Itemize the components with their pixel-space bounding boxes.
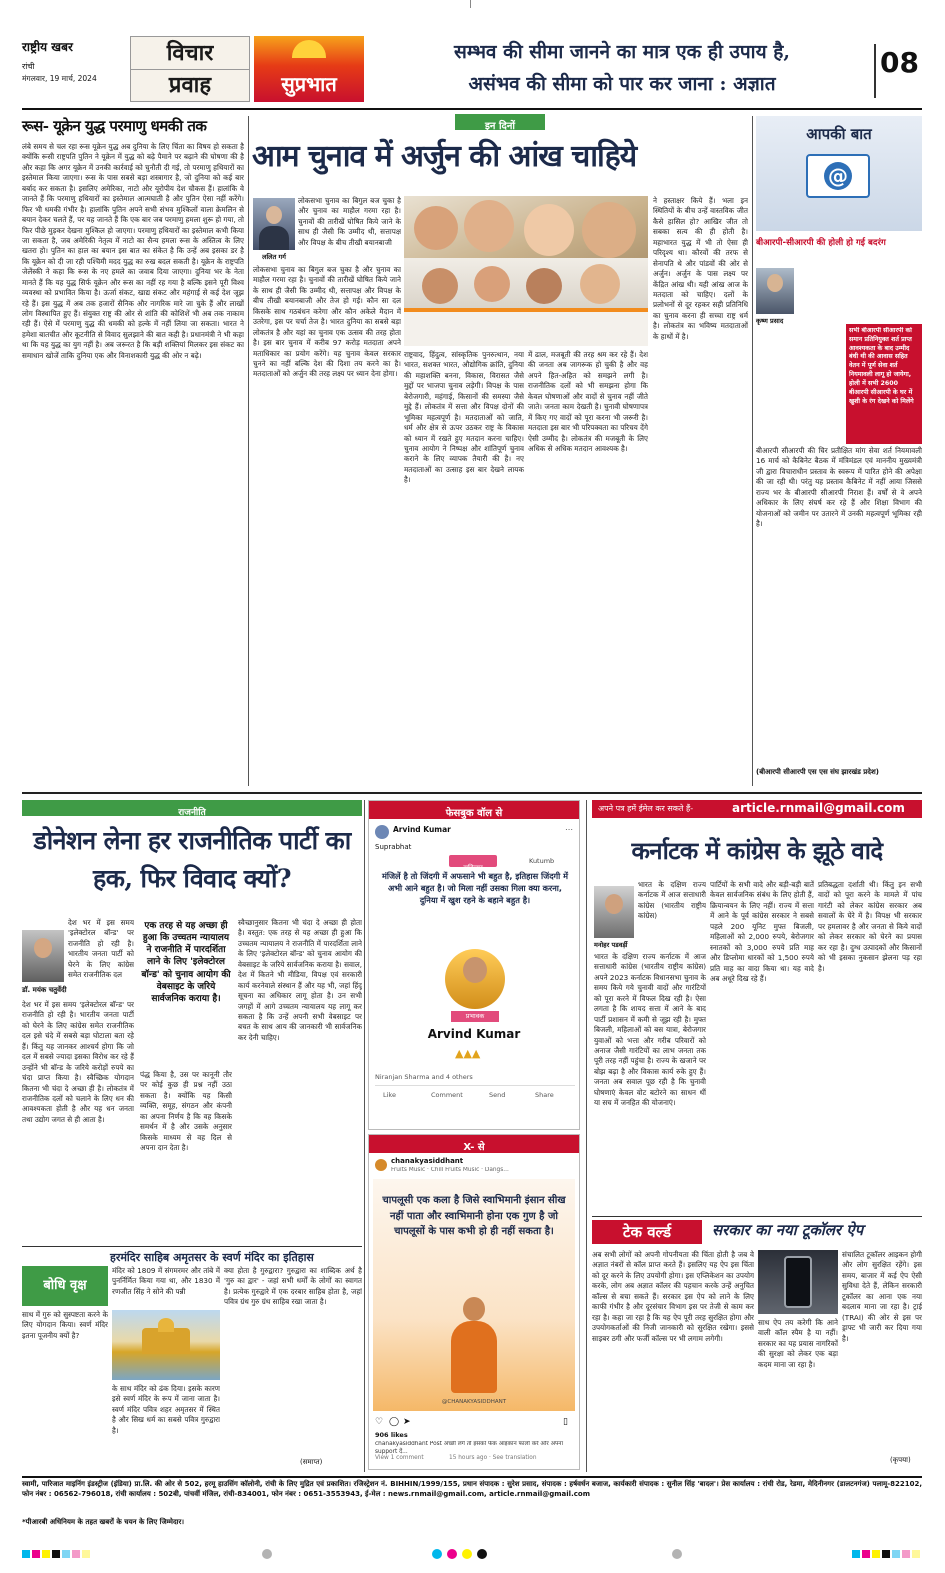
harmandir-rule <box>22 1246 362 1247</box>
karnataka-headline: कर्नाटक में कांग्रेस के झूठे वादे <box>631 836 883 865</box>
x-box <box>368 1134 580 1470</box>
tech-label: टेक वर्ल्ड <box>592 1220 702 1244</box>
tech-byline: (कृपया) <box>890 1456 911 1464</box>
harmandir-source: (समाप्त) <box>300 1458 323 1466</box>
phone-call-photo <box>758 1250 838 1314</box>
masthead <box>22 36 922 104</box>
fb-send-button[interactable]: Send <box>489 1091 506 1099</box>
masthead-rule <box>22 108 922 110</box>
col-divider-2 <box>752 116 753 786</box>
main-col-1-top: लोकसभा चुनाव का बिगुल बज चुका है और चुनाव का माहौल गरमा रहा है। चुनावों की तारीखें घोषित किये जाने के साथ ही जैसी कि उम्मीद थी, सत्तापक्ष और विपक्ष के बीच तीखी बयानबाजी <box>298 196 401 247</box>
donation-body-top: देश भर में इस समय 'इलेक्टोरल बॉन्ड' पर राजनीति हो रही है। भारतीय जनता पार्टी को घेरने के लिए कांग्रेस समेत राजनीतिक दल <box>68 918 134 980</box>
author-name: ललित गर्ग <box>262 253 286 261</box>
karnataka-body: भारत के दक्षिण राज्य कर्नाटक में आज सत्ताधारी कांग्रेस (भारतीय राष्ट्रीय कांग्रेस) अपने 2023 कर्नाटक विधानसभा चुनाव के समय किये गये चुनावी वादों और गारंटियों को पूरा करने में विफल दिख रही है। ऐसा लगता है कि शायद सत्ता में आने के बाद पार्टी प्रशासन में कमी से जूझ रही है। मुफ्त बिजली, महिलाओं को बस यात्रा, बेरोजगार युवाओं को भत्ता और गरीब परिवारों को अनाज जैसी गारंटियों का लाभ जनता तक पूरी तरह नहीं पहुंचा है। राज्य के खजाने पर बोझ बढ़ा है और विकास कार्य रुके हुए हैं। जनता अब सवाल पूछ रही है कि चुनावी घोषणाएं केवल वोट बटोरने का साधन थीं या सच में जनहित की योजनाएं। <box>594 952 706 1108</box>
karnataka-col-2: पार्टियों के सभी वादे और बड़ी-बड़ी बातें केवल सार्वजनिक संबंध के लिए होती हैं, क्रियान्वयन के लिए नहीं। राज्य में सत्ता में आने के पूर्व कांग्रेस सरकार ने सबसे पहले 200 यूनिट मुफ्त बिजली, महिलाओं को 2,000 रुपये, बेरोजगार स्नातकों को 3,000 रुपये प्रति माह और डिप्लोमा धारकों को 1,500 रुपये प्रति माह का वादा किया था। यह वादे अब अधूरे दिख रहे हैं। <box>710 880 814 983</box>
imprint-text: स्वामी, पारिजात माइनिंग इंडस्ट्रीज (इंडिया) प्रा.लि. की ओर से 502, हरमू हाउसिंग कॉलोनी, रांची के लिए मुद्रित एवं प्रकाशित। रजिस्ट्रेशन नं. BIHHIN/1999/155, प्रधान संपादक : सुरेश प्रसाद, संपादक : हर्षवर्धन बजाज, कार्यकारी संपादक : सुनील सिंह 'बादल'। प्रेस कार्यालय : रांची रोड, रेडमा, मेदिनीनगर (डालटनगंज) पलामू-822102, फोन नंबर : 06562-796018, रांची कार्यालय : 502बी, पांचवीं मंजिल, रांची-834001, फोन नंबर : 0651-3553943, ई-मेल : news.rnmail@gmail.com, article.rnmail@gmail.com <box>22 1480 922 1498</box>
quote-line-1: सम्भव की सीमा जानने का मात्र एक ही उपाय है, <box>454 41 790 63</box>
x-share-icon[interactable]: ➤ <box>403 1417 411 1427</box>
bodhi-vriksh-label: बोधि वृक्ष <box>22 1266 108 1306</box>
donation-author: डॉ. मयंक चतुर्वेदी <box>22 986 67 994</box>
reader-heading-box <box>756 116 922 231</box>
harmandir-intro: साथ में गुरु को सुस्पष्टता करने के लिए योगदान किया। स्वर्ण मंदिर इतना पूजनीय क्यों है? <box>22 1310 108 1340</box>
left-article-body: लंबे समय से चल रहा रूस यूक्रेन युद्ध अब दुनिया के लिए चिंता का विषय हो सकता है क्योंकि रूसी राष्ट्रपति पुतिन ने यूक्रेन में युद्ध को बढ़े पैमाने पर बढ़ाने की घोषणा की है और कहा कि अगर यूक्रेन में उनकी कार्रवाई को चुनौती दी गई, तो परमाणु हथियारों का इस्तेमाल किया जाएगा। रूस के पास सबसे बड़ा शस्त्रागार है, जो दुनिया को कई बार बर्बाद कर सकता है। इसलिए अमेरिका, नाटो और यूरोपीय देश चौकस हैं। हालांकि वे जानते हैं कि परमाणु हथियारों का इस्तेमाल आत्मघाती है और पुतिन ऐसा नहीं करेंगे। फिर भी धमकी गंभीर है। हालांकि पुतिन अपने सभी संभव मुश्किलों वाला क्रेमलिन से बयान देकर चलते हैं, पर यह जानते हैं कि एक बार जब परमाणु हमला शुरू हो गया, तो फिर पीछे मुड़कर देखना मुश्किल हो जाएगा। परमाणु हथियारों का इस्तेमाल कभी किया जा सकता है, जब अमेरिकी नेतृत्व में नाटो का सैन्य हमला रूस के अस्तित्व के लिए खतरा हो। पुतिन का हाल का बयान इस बात का संकेत है कि उन्हें अब इसका डर है कि यूक्रेन को दी जा रही पश्चिमी मदद युद्ध का रुख बदल सकती है। यूक्रेन के राष्ट्रपति जेलेंस्की ने कहा कि रूस के नए हमले का जवाब दिया जाएगा। दुनिया भर के नेता मानते हैं कि यह युद्ध सिर्फ यूक्रेन और रूस का नहीं रह गया है बल्कि इसने पूरी विश्व व्यवस्था को प्रभावित किया है। ऊर्जा संकट, खाद्य संकट और महंगाई से कई देश जूझ रहे हैं। इस युद्ध में अब तक हजारों सैनिक और नागरिक मारे जा चुके हैं और लाखों लोग विस्थापित हुए हैं। संयुक्त राष्ट्र की ओर से शांति की कोशिशें भी अब तक नाकाम रही हैं। ऐसे में परमाणु युद्ध की धमकी को हल्के में नहीं लिया जा सकता। भारत ने हमेशा बातचीत और कूटनीति से विवाद सुलझाने की बात कही है। प्रधानमंत्री ने भी कहा था कि यह युद्ध का युग नहीं है। अब जरूरत है कि बड़ी शक्तियां मिलकर इस संकट का समाधान खोजें ताकि दुनिया एक और विनाशकारी युद्ध की ओर न बढ़े। <box>22 142 244 360</box>
main-col-1: लोकसभा चुनाव का बिगुल बज चुका है और चुनाव का माहौल गरमा रहा है। चुनावों की तारीखें घोषित किये जाने के साथ ही जैसी कि उम्मीद थी, सत्तापक्ष और विपक्ष के बीच तीखी बयानबाजी और तेज हो गई। कौन सा दल किसके साथ गठबंधन करेगा और कौन अकेले मैदान में उतरेगा, इस पर चर्चा तेज है। भारत दुनिया का सबसे बड़ा लोकतंत्र है और यहां का चुनाव एक उत्सव की तरह होता है। इस बार चुनाव में करीब 97 करोड़ मतदाता अपने मताधिकार का प्रयोग करेंगे। यह चुनाव केवल सरकार चुनने का नहीं बल्कि देश की दिशा तय करने का है। मतदाताओं को अर्जुन की तरह लक्ष्य पर ध्यान देना होगा। <box>253 265 401 379</box>
x-watermark: @CHANAKYASIDDHANT <box>441 1399 507 1405</box>
mid-rule <box>22 792 922 794</box>
section-vichar: विचार <box>130 36 250 70</box>
x-heading-bar: X- से <box>369 1135 579 1153</box>
karnataka-author: मनोहर पडवर्ड़ी <box>594 941 628 949</box>
politicians-collage-photo <box>404 196 648 346</box>
x-bookmark-icon[interactable]: ▯ <box>563 1417 568 1427</box>
x-handle[interactable]: chanakyasiddhant <box>391 1157 464 1165</box>
quote-line-2: असंभव की सीमा को पार कर जाना : अज्ञात <box>468 73 776 95</box>
fb-hands-icon: ▲▲▲ <box>455 1047 481 1060</box>
donation-kicker-bar: राजनीति <box>22 800 362 816</box>
reader-pullquote: सभी बीआरपी सीआरपी को समान प्रतिनियुक्त शर्त प्राप्त आवश्यकता के बाद उम्मीद बंधी थी की आवास सहित वेतन में पूर्ण सेवा शर्त नियमावली लागू हो जायेगा, होली में सभी 2600 बीआरपी सीआरपी के घर में खुशी के रंग देखने को मिलेंगे <box>846 324 922 444</box>
golden-temple-photo <box>112 1310 220 1380</box>
fb-quote: मंजिलें है तो जिंदगी में अफसाने भी बहुत है, इतिहास जिंदगी में अभी आने बहुत है। जो मिला नहीं उसका गिला क्या करना, दुनिया में खुश रहने के बहाने बहुत है। <box>381 871 569 905</box>
section-pravah: प्रवाह <box>130 70 250 102</box>
email-strip-text: अपने पत्र हमें ईमेल कर सकते हैं- <box>598 804 694 813</box>
left-article-headline: रूस- यूक्रेन युद्ध परमाणु धमकी तक <box>22 117 207 135</box>
donation-pullquote: एक तरह से यह अच्छा ही हुआ कि उच्चतम न्यायालय ने राजनीति में पारदर्शिता लाने के लिए 'इलेक्टोरल बॉन्ड' को चुनाव आयोग की वेबसाइट के जरिये सार्वजनिक कराया है। <box>141 921 231 1004</box>
fb-poster-photo <box>445 949 505 1009</box>
email-strip <box>592 800 922 818</box>
main-col-4: ने हस्ताक्षर किये हैं। भला इन स्थितियों के बीच उन्हें वास्तविक जीत कैसे हासिल हो? आखिर जीत तो सबका सत्य की ही होती है। महाभारत युद्ध में भी तो ऐसा ही परिदृश्य था। कौरवों की तरफ से सेनापति थे और पांडवों की ओर से अर्जुन। अर्जुन के पास लक्ष्य पर केंद्रित आंख थी। यही आंख आज के मतदाता को चाहिए। दलों के प्रलोभनों से दूर रहकर सही प्रतिनिधि का चुनाव करना ही सच्चा राष्ट्र धर्म है। लोकतंत्र का भविष्य मतदाताओं के हाथों में है। <box>653 196 748 341</box>
donation-body: देश भर में इस समय 'इलेक्टोरल बॉन्ड' पर राजनीति हो रही है। भारतीय जनता पार्टी को घेरने के लिए कांग्रेस समेत राजनीतिक दल इसे चंदे में सबसे बड़ा घोटाला बता रहे हैं। किंतु यह जानकर आश्चर्य होगा कि जो दल में सबसे ज्यादा इसका विरोध कर रहे हैं उन्होंने भी बॉन्ड के जरिये करोड़ों रुपये का चंदा प्राप्त किया है। स्वैच्छिक योगदान कितना भी चंदा दे अच्छा ही है। लोकतंत्र में राजनीतिक दलों को चलाने के लिए धन की आवश्यकता होती है और यह धन जनता तथा उद्योग जगत से ही आता है। <box>22 1000 134 1124</box>
email-envelope-icon: @ <box>806 154 870 198</box>
reader-signature: (बीआरपी सीआरपी एस एस संघ झारखंड प्रदेश) <box>756 768 879 776</box>
harmandir-qa: क्या होता है गुरुद्वारा? गुरुद्वारा का शाब्दिक अर्थ है 'गुरु का द्वार' - जहां सभी धर्मों के लोगों का स्वागत है। प्रत्येक गुरुद्वारे में एक दरबार साहिब होता है, जहां पवित्र ग्रंथ गुरु ग्रंथ साहिब रखा जाता है। <box>224 1266 362 1307</box>
fb-poster-tag: प्रभावक <box>451 1011 499 1022</box>
reader-body: बीआरपी सीआरपी की चिर प्रतीक्षित मांग सेवा शर्त नियमावली 16 मार्च को कैबिनेट बैठक में मंत्रिमंडल एवं माननीय मुख्यमंत्री जी द्वारा विचाराधीन प्रस्ताव के स्वरूप में पारित होने की अपेक्षा की जा रही थी। परंतु यह प्रस्ताव कैबिनेट में नहीं आया जिससे राज्य भर के बीआरपी सीआरपी निराश हैं। वर्षों से वे अपने अधिकार के लिए संघर्ष कर रहे हैं और शिक्षा विभाग की योजनाओं को जमीन पर उतारने में उनकी महत्वपूर्ण भूमिका रही है। <box>756 446 922 529</box>
color-registration-bar <box>0 1544 945 1566</box>
col-divider-1 <box>248 116 249 786</box>
imprint-rule <box>22 1476 922 1478</box>
main-col-2: राष्ट्रवाद, हिंदुत्व, सांस्कृतिक पुनरुत्थान, नया भारत, सशक्त भारत, औद्योगिक क्रांति, दुनिया की महाशक्ति बनना, विकास, विरासत जैसे मुद्दों पर भाजपा चुनाव लड़ेगी। विपक्ष के पास बेरोजगारी, महंगाई, किसानों की समस्या जैसे मुद्दे हैं। लोकतंत्र में सत्ता और विपक्ष दोनों की भूमिका महत्वपूर्ण है। मतदाताओं को जाति, धर्म और क्षेत्र से ऊपर उठकर राष्ट्र के विकास को ध्यान में रखते हुए मतदान करना चाहिए। चुनाव आयोग ने निष्पक्ष और शांतिपूर्ण चुनाव कराने के लिए व्यापक तैयारी की है। नए मतदाताओं का उत्साह इस बार देखने लायक है। <box>404 350 524 485</box>
donation-headline: डोनेशन लेना हर राजनीतिक पार्टी का हक, फिर विवाद क्यों? <box>33 826 351 893</box>
fb-badge: सुविचार <box>449 855 497 867</box>
col-divider-3 <box>364 800 365 1472</box>
harmandir-col-1: मंदिर को 1809 में संगमरमर और तांबे में पुनर्निर्मित किया गया था, और 1830 में रणजीत सिंह ने सोने की पन्नी <box>112 1266 220 1296</box>
imprint-note: *पीआरबी अधिनियम के तहत खबरों के चयन के लिए जिम्मेदार। <box>22 1518 184 1526</box>
tech-col-2: साथ ऐप तय करेगी कि आने वाली कॉल स्पैम है या नहीं। सरकार का यह प्रयास नागरिकों की सुरक्षा को लेकर एक बड़ा कदम माना जा रहा है। <box>758 1318 838 1369</box>
reader-headline: बीआरपी-सीआरपी की होली हो गई बदरंग <box>756 238 886 248</box>
fb-comment-button[interactable]: Comment <box>431 1091 463 1099</box>
x-likes: 906 likes <box>375 1431 408 1439</box>
x-image <box>373 1179 575 1411</box>
main-headline: आम चुनाव में अर्जुन की आंख चाहिये <box>252 139 637 174</box>
suprabhat-banner: सुप्रभात <box>254 36 364 102</box>
harmandir-col-1b: के साथ मंदिर को ढंक दिया। इसके कारण इसे स्वर्ण मंदिर के रूप में जाना जाता है। स्वर्ण मंदिर पवित्र शहर अमृतसर में स्थित है और सिख धर्म का सबसे पवित्र गुरुद्वारा है। <box>112 1384 220 1435</box>
tech-col-3: संचालित टूकॉलर आइकन होगी और लोग सुरक्षित रहेंगे। इस समय, बाजार में कई ऐप ऐसी सुविधा देते हैं, लेकिन सरकारी टूकॉलर का आना एक नया बदलाव माना जा रहा है। ट्राई (TRAI) की ओर से इस पर ड्राफ्ट भी जारी कर दिया गया है। <box>842 1250 922 1343</box>
karnataka-col-3: प्रतिबद्धता दर्शाती थी। किंतु इन सभी वादों को पूरा करने के मामले में पांच गारंटी को लेकर कांग्रेस सरकार अब सवालों के घेरे में है। विपक्ष भी सरकार पर हमलावर है और जनता से किये वादों को लेकर सरकार को घेरने का प्रयास कर रहा है। दुग्ध उत्पादकों और किसानों को भी इसका नुकसान झेलना पड़ रहा है। <box>818 880 922 973</box>
x-avatar <box>375 1159 387 1171</box>
fb-share-button[interactable]: Share <box>535 1091 554 1099</box>
reader-author-photo <box>756 268 794 314</box>
fb-brand: Kutumb <box>529 857 555 865</box>
left-article <box>22 116 244 786</box>
fb-reactions: Niranjan Sharma and 4 others <box>375 1073 473 1081</box>
x-comment-icon[interactable]: ◯ <box>389 1417 400 1427</box>
fb-sub-name: Suprabhat <box>375 843 412 851</box>
fb-poster-name: Arvind Kumar <box>427 1027 521 1041</box>
quote-box <box>372 36 872 102</box>
chanakya-figure <box>443 1297 505 1397</box>
main-col-3: में ढाल, मजबूती की तरह श्रम कर रहे हैं। देश की जनता अब जागरूक हो चुकी है और वह अपने हित-अहित को समझने लगी है। राजनीतिक दलों को भी समझना होगा कि केवल घोषणाओं और वादों से चुनाव नहीं जीते जाते। जनता काम देखती है। चुनावी घोषणापत्र में किए गए वादों को पूरा करना भी जरूरी है। मतदाता इस बार भी परिपक्वता का परिचय देंगे ऐसी उम्मीद है। लोकतंत्र की मजबूती के लिए अधिक से अधिक मतदान आवश्यक है। <box>528 350 648 453</box>
tech-body: अब सभी लोगों को अपनी गोपनीयता की चिंता होती है जब वे अज्ञात नंबरों से कॉल प्राप्त करते हैं। इसलिए यह ऐप इस चिंता को दूर करने के लिए उपयोगी होगा। इस एप्लिकेशन का उपयोग करके, लोग अब अज्ञात कॉलर की पहचान करके उन्हें अनुचित कॉल्स से बचा सकते हैं। सरकार इस ऐप को लाने के लिए काफी गंभीर है और दूरसंचार विभाग इस पर तेजी से काम कर रहा है। कहा जा रहा है कि यह ऐप पूरी तरह सुरक्षित होगा और उपयोगकर्ताओं की निजी जानकारी को सुरक्षित रखेगा। इससे साइबर ठगी और फर्जी कॉल्स पर भी लगाम लगेगी। <box>592 1250 754 1343</box>
x-meta: Fruits Music · Chill Fruits Music · Dangs... <box>391 1167 509 1173</box>
sun-icon <box>292 40 326 58</box>
fb-like-button[interactable]: Like <box>383 1091 396 1099</box>
donation-author-photo <box>22 930 64 982</box>
tech-rule <box>592 1216 922 1217</box>
x-like-icon[interactable]: ♡ <box>375 1417 384 1427</box>
paper-name: राष्ट्रीय खबर <box>22 40 73 54</box>
author-photo <box>253 198 295 250</box>
donation-col-2: पंद्ध किया है, उस पर कानूनी तौर पर कोई कुछ ही प्रश्न नहीं उठा सकता है। क्योंकि यह किसी व्यक्ति, समूह, संगठन और कंपनी का अपना निर्णय है कि वह किसके समर्थन में है और उसके अनुसार किसके माध्यम से वह दिल से अपना दान देता है। <box>140 1070 232 1153</box>
x-quote: चापलूसी एक कला है जिसे स्वाभिमानी इंसान सीख नहीं पाता और स्वाभिमानी होना एक गुण है जो चापलूसों के पास कभी हो ही नहीं सकता है। <box>382 1195 566 1237</box>
karnataka-body-top: भारत के दक्षिण राज्य कर्नाटक में आज सत्ताधारी कांग्रेस (भारतीय राष्ट्रीय कांग्रेस) <box>638 880 706 921</box>
x-caption: chanakyasiddhant Post अच्छी लगे तो इसको फेक आइकॉन फॉलो करें और अपना support दें... <box>375 1441 564 1455</box>
city-label: रांची <box>22 62 35 71</box>
col-divider-4 <box>586 800 587 1472</box>
x-translation[interactable]: 15 hours ago · See translation <box>449 1455 537 1461</box>
top-crop-mark <box>470 0 471 8</box>
main-kicker: इन दिनों <box>455 114 545 130</box>
fb-user-name[interactable]: Arvind Kumar <box>393 825 451 834</box>
facebook-box <box>368 800 580 1130</box>
reader-heading: आपकी बात <box>806 125 872 143</box>
karnataka-author-photo <box>594 886 634 938</box>
fb-more-icon[interactable]: ⋯ <box>565 825 573 834</box>
x-comments[interactable]: View 1 comment <box>375 1455 424 1461</box>
email-strip-address[interactable]: article.rnmail@gmail.com <box>732 801 905 815</box>
facebook-heading-bar: फेसबुक वॉल से <box>369 801 579 819</box>
donation-col-3: स्वैच्छानुसार कितना भी चंदा दे अच्छा ही होता है। वस्तुत: एक तरह से यह अच्छा ही हुआ कि उच्चतम न्यायालय ने राजनीति में पारदर्शिता लाने के लिए 'इलेक्टोरल बॉन्ड' को चुनाव आयोग की वेबसाइट के जरिये सार्वजनिक कराया है। सवाल, देश में कितने भी मीडिया, विपक्ष एवं सरकारी कार्य करनेवाले संस्थान हैं और यह भी, जहां हिंदू सूचना का अधिकार लागू होता है। उन सभी जगहों में आगे उच्चतम न्यायालय यह लागू कर सकता है कि उन्हें अपनी सभी वेबसाइट पर बचत के साथ आय की जानकारी भी सार्वजनिक कर देनी चाहिए। <box>238 918 362 1042</box>
tech-headline: सरकार का नया टूकॉलर ऐप <box>712 1221 864 1239</box>
harmandir-headline: हरमंदिर साहिब अमृतसर के स्वर्ण मंदिर का इतिहास <box>110 1251 314 1264</box>
paper-logo <box>22 38 122 84</box>
reader-column <box>756 116 922 786</box>
reader-author: कृष्ण प्रसाद <box>756 317 784 325</box>
date-label: मंगलवार, 19 मार्च, 2024 <box>22 74 97 83</box>
page-number: 08 <box>880 46 919 79</box>
page-number-divider <box>874 44 876 98</box>
fb-avatar <box>375 825 389 839</box>
